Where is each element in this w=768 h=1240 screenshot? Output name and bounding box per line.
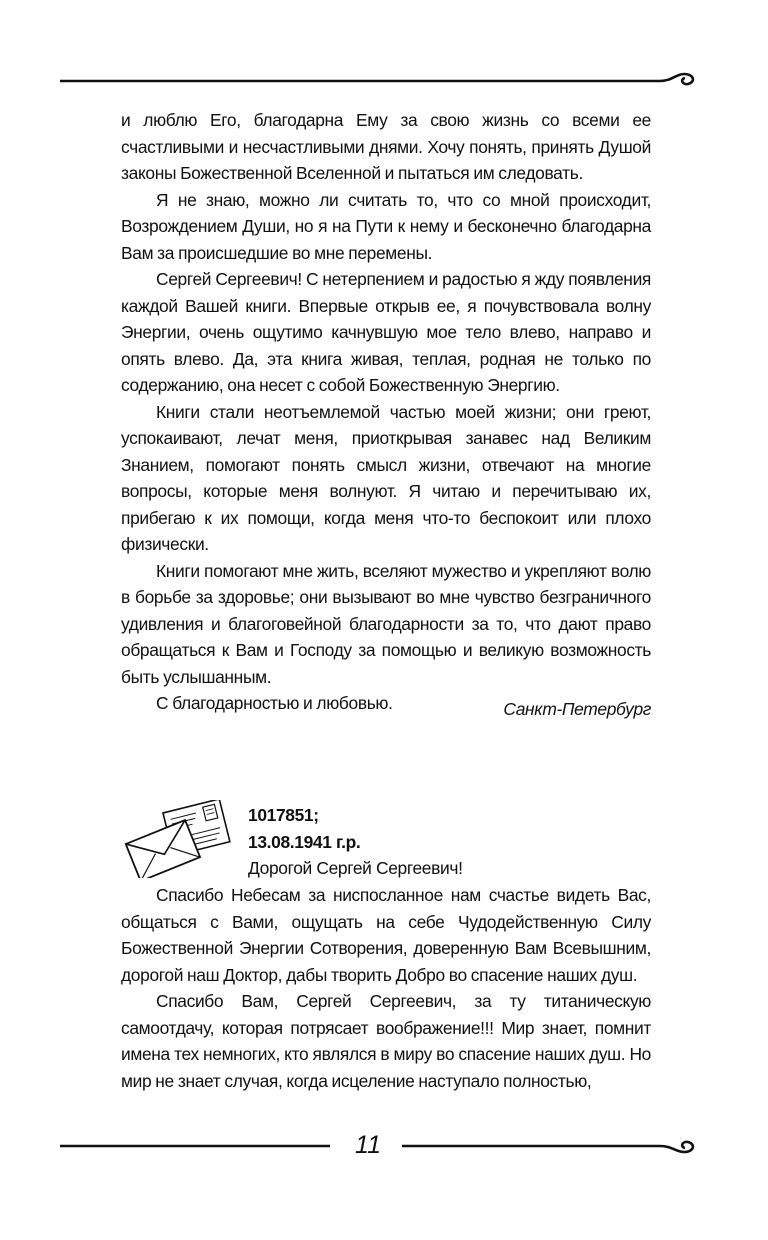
envelope-icon <box>124 800 236 878</box>
letter-date: 13.08.1941 г.р. <box>248 831 361 852</box>
paragraph: Спасибо Вам, Сергей Сергеевич, за ту титаническую самоотдачу, которая потрясает воображение!!! Мир знает, помнит имена тех немногих, кто являлся в миру во спасение наших душ. Но мир не знает случая, когда исцеление наступало полностью, <box>121 991 651 1091</box>
letter-greeting: Дорогой Сергей Сергеевич! <box>248 858 463 878</box>
paragraph: Книги помогают мне жить, вселяют мужество и укрепляют волю в борьбе за здоровье; они вызывают во мне чувство безграничного удивления и благоговейной благодарности за то, что дают право обращаться к Вам и Господу за помощью и великую возможность быть услышанным. <box>121 560 651 687</box>
paragraph: и люблю Его, благодарна Ему за свою жизнь со всеми ее счастливыми и несчастливыми днями. Хочу понять, принять Душой законы Божественной Вселенной и пытаться им следовать. <box>121 110 651 183</box>
paragraph: Книги стали неотъемлемой частью моей жизни; они греют, успокаивают, лечат меня, приоткрывая занавес над Великим Знанием, помогают понять смысл жизни, отвечают на многие вопросы, которые меня волнуют. Я читаю и перечитываю их, прибегаю к их помощи, когда меня что-то беспокоит или плохо физически. <box>121 401 651 554</box>
top-text-block <box>121 107 651 717</box>
letter-header <box>248 802 463 882</box>
paragraph: Я не знаю, можно ли считать то, что со мной происходит, Возрождением Души, но я на Пути к нему и бесконечно благодарна Вам за происшедшие во мне перемены. <box>121 189 651 263</box>
paragraph: Спасибо Небесам за ниспосланное нам счастье видеть Вас, общаться с Вами, ощущать на себе Чудодейственную Силу Божественной Энергии Сотворения, доверенную Вам Всевышним, дорогой наш Доктор, дабы творить Добро во спасение наших душ. <box>121 885 651 985</box>
signature-city: Санкт-Петербург <box>503 699 651 719</box>
top-flourish-rule <box>60 60 700 100</box>
letter-id: 1017851; <box>248 805 319 825</box>
paragraph: Сергей Сергеевич! С нетерпением и радостью я жду появления каждой Вашей книги. Впервые открыв ее, я почувствовала волну Энергии, очень ощутимо качнувшую мое тело влево, направо и опять влево. Да, эта книга живая, теплая, родная не только по содержанию, она несет с собой Божественную Энергию. <box>121 269 651 395</box>
paragraph: С благодарностью и любовью. <box>156 693 393 713</box>
page-number: 11 <box>340 1130 396 1160</box>
bottom-text-block <box>121 882 651 1094</box>
